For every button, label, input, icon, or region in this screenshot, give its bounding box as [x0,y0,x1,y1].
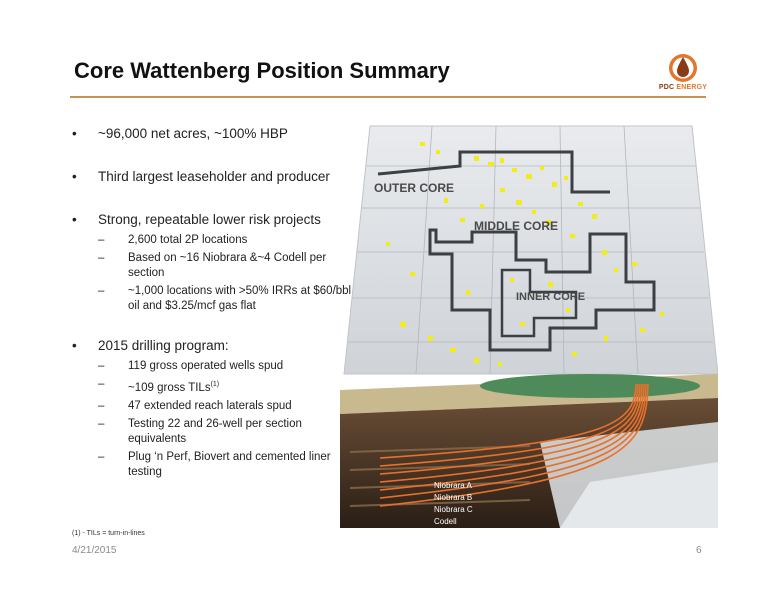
inner-core-label: INNER CORE [516,291,586,303]
slide-title: Core Wattenberg Position Summary [74,58,450,83]
sub-tils [72,377,357,396]
middle-core-label: MIDDLE CORE [474,219,558,233]
wattenberg-map-graphic [340,122,718,528]
bullet-list [72,126,357,480]
sub-wells-spud: – 119 gross operated wells spud [72,359,357,374]
bullet-leaseholder: • Third largest leaseholder and producer [72,169,357,184]
sub-niobrara-codell: – Based on ~16 Niobrara &~4 Codell per section [72,251,357,281]
sub-irr: – ~1,000 locations with >50% IRRs at $60/bbl oil and $3.25/mcf gas flat [72,284,357,314]
slide-date: 4/21/2015 [72,545,117,556]
tils-superscript: (1) [210,381,220,388]
sub-testing: – Testing 22 and 26-well per section equivalents [72,417,357,447]
sub-plug-perf: – Plug ‘n Perf, Biovert and cemented liner testing [72,450,357,480]
page-number: 6 [696,545,702,556]
layer-codell: Codell [434,517,457,526]
layer-niobrara-a: Niobrara A [434,481,472,490]
title-rule [70,96,706,98]
logo-wordmark: PDC ENERGY [658,84,708,91]
sub-tils-text: ~109 gross TILs [128,381,211,394]
layer-niobrara-b: Niobrara B [434,493,473,502]
layer-niobrara-c: Niobrara C [434,505,473,514]
sub-laterals: – 47 extended reach laterals spud [72,399,357,414]
bullet-drilling-program: • 2015 drilling program: [72,338,357,353]
outer-core-label: OUTER CORE [374,181,455,195]
footnote: (1) - TILs = turn-in-lines [72,530,145,537]
bullet-projects: • Strong, repeatable lower risk projects [72,212,357,227]
bullet-acres: • ~96,000 net acres, ~100% HBP [72,126,357,141]
sub-locations: – 2,600 total 2P locations [72,233,357,248]
green-field [480,374,700,398]
